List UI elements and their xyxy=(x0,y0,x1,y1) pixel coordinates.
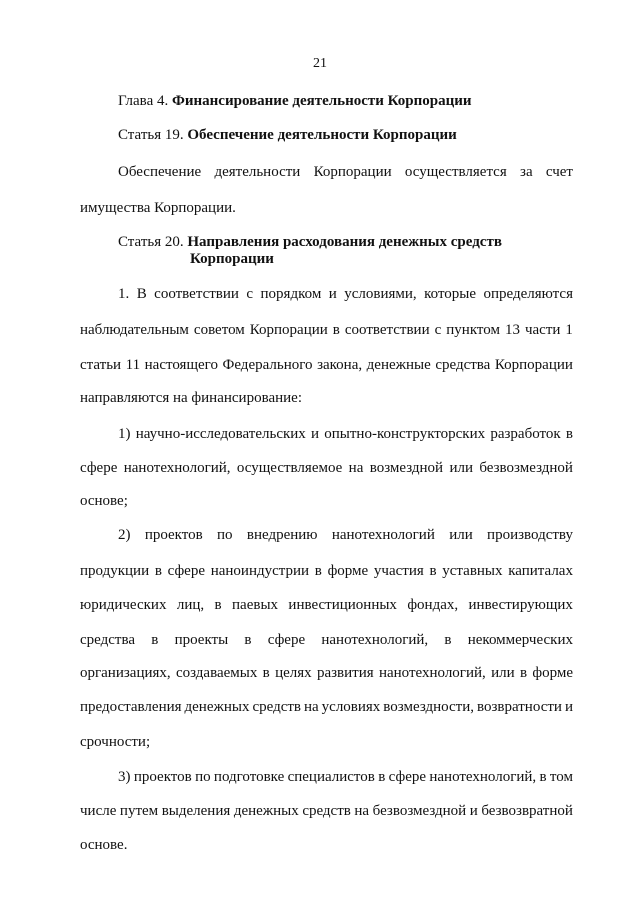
word: опытно-конструкторских xyxy=(324,426,486,442)
word: или xyxy=(449,527,473,543)
word: сфере xyxy=(80,460,118,476)
list-item-line xyxy=(80,664,573,682)
word: проектов xyxy=(144,527,203,543)
word: в xyxy=(378,769,386,785)
word: порядком xyxy=(260,286,322,302)
list-item-line xyxy=(80,802,573,820)
word: возмездной xyxy=(369,460,444,476)
article-20-title-continued: Корпорации xyxy=(190,251,274,267)
word: средств xyxy=(252,699,301,715)
word: предоставления xyxy=(80,699,182,715)
word: Корпорации xyxy=(249,322,328,338)
word: счет xyxy=(545,164,573,180)
list-item-line xyxy=(118,425,573,443)
word: или xyxy=(449,460,473,476)
article-19-body-line: имущества Корпорации. xyxy=(80,200,236,216)
paragraph-line xyxy=(118,285,573,303)
word: Федерального xyxy=(222,357,313,373)
word: целях xyxy=(275,665,312,681)
word: капиталах xyxy=(508,563,573,579)
list-item-line: срочности; xyxy=(80,734,151,750)
article-20-prefix: Статья 20. xyxy=(118,234,184,250)
word: форме xyxy=(327,563,369,579)
word: в xyxy=(332,322,340,338)
article-20-title: Направления расходования денежных средств xyxy=(187,234,502,250)
word: настоящего xyxy=(144,357,218,373)
word: осуществляется xyxy=(404,164,507,180)
word: условиями, xyxy=(344,286,417,302)
article-19-body-line xyxy=(118,163,573,181)
word: нанотехнологий xyxy=(331,527,435,543)
word: пунктом xyxy=(446,322,500,338)
word: в xyxy=(154,563,162,579)
word: наблюдательным xyxy=(80,322,189,338)
list-item-line xyxy=(80,562,573,580)
word: 3) xyxy=(118,769,131,785)
word: которые xyxy=(424,286,477,302)
word: средства xyxy=(80,632,136,648)
word: подготовке xyxy=(213,769,285,785)
word: сфере xyxy=(167,563,205,579)
word: соответствии xyxy=(344,322,430,338)
word: с xyxy=(246,286,254,302)
paragraph-line xyxy=(80,321,573,339)
word: внедрению xyxy=(246,527,318,543)
word: научно-исследовательских xyxy=(135,426,306,442)
word: нанотехнологий, xyxy=(123,460,231,476)
word: безвозмездной xyxy=(479,460,573,476)
word: продукции xyxy=(80,563,150,579)
word: путем xyxy=(119,803,159,819)
word: безвозмездной xyxy=(372,803,467,819)
paragraph-line xyxy=(80,356,573,374)
chapter-prefix: Глава 4. xyxy=(118,93,169,109)
article-20-heading xyxy=(118,233,502,251)
word: осуществляемое xyxy=(236,460,343,476)
word: нанотехнологий, xyxy=(378,665,486,681)
word: и xyxy=(311,426,320,442)
word: безвозвратной xyxy=(481,803,573,819)
list-item-line xyxy=(80,631,573,649)
word: и xyxy=(564,699,573,715)
word: 1) xyxy=(118,426,131,442)
word: с xyxy=(434,322,442,338)
word: определяются xyxy=(483,286,573,302)
word: соответствии xyxy=(154,286,239,302)
word: или xyxy=(491,665,515,681)
word: и xyxy=(469,803,478,819)
word: закона, xyxy=(317,357,363,373)
word: производству xyxy=(487,527,573,543)
word: в xyxy=(565,426,573,442)
word: проекты xyxy=(174,632,229,648)
word: денежных xyxy=(184,699,250,715)
word: в xyxy=(151,632,159,648)
word: 13 xyxy=(504,322,520,338)
word: возвратности xyxy=(476,699,562,715)
word: разработок xyxy=(490,426,561,442)
word: в xyxy=(444,632,452,648)
word: нанотехнологий, xyxy=(429,769,537,785)
word: уставных xyxy=(442,563,503,579)
word: в xyxy=(519,665,528,681)
word: Корпорации xyxy=(494,357,573,373)
word: инвестиционных xyxy=(288,597,397,613)
word: в xyxy=(262,665,270,681)
word: на xyxy=(348,460,364,476)
word: части xyxy=(524,322,561,338)
word: советом xyxy=(193,322,245,338)
word: юридических xyxy=(80,597,167,613)
word: денежные xyxy=(366,357,431,373)
word: В xyxy=(136,286,147,302)
word: паевых xyxy=(232,597,279,613)
word: и xyxy=(328,286,337,302)
word: на xyxy=(354,803,370,819)
word: средств xyxy=(302,803,351,819)
word: Корпорации xyxy=(313,164,392,180)
article-19-prefix: Статья 19. xyxy=(118,127,184,143)
word: в xyxy=(244,632,252,648)
paragraph-line: направляются на финансирование: xyxy=(80,390,302,406)
word: выделения xyxy=(161,803,231,819)
word: числе xyxy=(80,803,117,819)
chapter-title: Финансирование деятельности Корпорации xyxy=(171,93,472,109)
word: лиц, xyxy=(176,597,205,613)
word: в xyxy=(429,563,437,579)
list-item-line xyxy=(118,526,573,544)
word: 1 xyxy=(565,322,573,338)
word: денежных xyxy=(233,803,299,819)
word: в xyxy=(314,563,322,579)
word: участия xyxy=(373,563,424,579)
word: 2) xyxy=(118,527,131,543)
word: деятельности xyxy=(214,164,301,180)
word: 1. xyxy=(118,286,130,302)
word: 11 xyxy=(125,357,141,373)
list-item-line: основе. xyxy=(80,837,128,853)
word: статьи xyxy=(80,357,122,373)
list-item-line xyxy=(80,698,573,716)
word: наноиндустрии xyxy=(210,563,310,579)
word: по xyxy=(217,527,233,543)
list-item-line: основе; xyxy=(80,493,128,509)
word: том xyxy=(549,769,573,785)
chapter-heading xyxy=(118,92,472,110)
list-item-line xyxy=(80,596,573,614)
word: в xyxy=(539,769,547,785)
word: на xyxy=(303,699,319,715)
word: возмездности, xyxy=(383,699,474,715)
word: сфере xyxy=(388,769,427,785)
article-19-title: Обеспечение деятельности Корпорации xyxy=(187,127,457,143)
word: за xyxy=(520,164,533,180)
article-19-heading xyxy=(118,126,457,144)
page-number: 21 xyxy=(313,56,327,71)
list-item-line xyxy=(118,768,573,786)
word: по xyxy=(195,769,211,785)
word: инвестирующих xyxy=(468,597,573,613)
list-item-line xyxy=(80,459,573,477)
word: некоммерческих xyxy=(467,632,573,648)
word: сфере xyxy=(267,632,306,648)
word: проектов xyxy=(133,769,192,785)
word: условиях xyxy=(321,699,381,715)
word: нанотехнологий, xyxy=(321,632,429,648)
word: создаваемых xyxy=(175,665,258,681)
word: организациях, xyxy=(80,665,171,681)
word: форме xyxy=(532,665,573,681)
word: в xyxy=(214,597,222,613)
word: фондах, xyxy=(407,597,459,613)
word: Обеспечение xyxy=(118,164,202,180)
word: средства xyxy=(435,357,491,373)
word: развития xyxy=(316,665,374,681)
word: специалистов xyxy=(287,769,375,785)
